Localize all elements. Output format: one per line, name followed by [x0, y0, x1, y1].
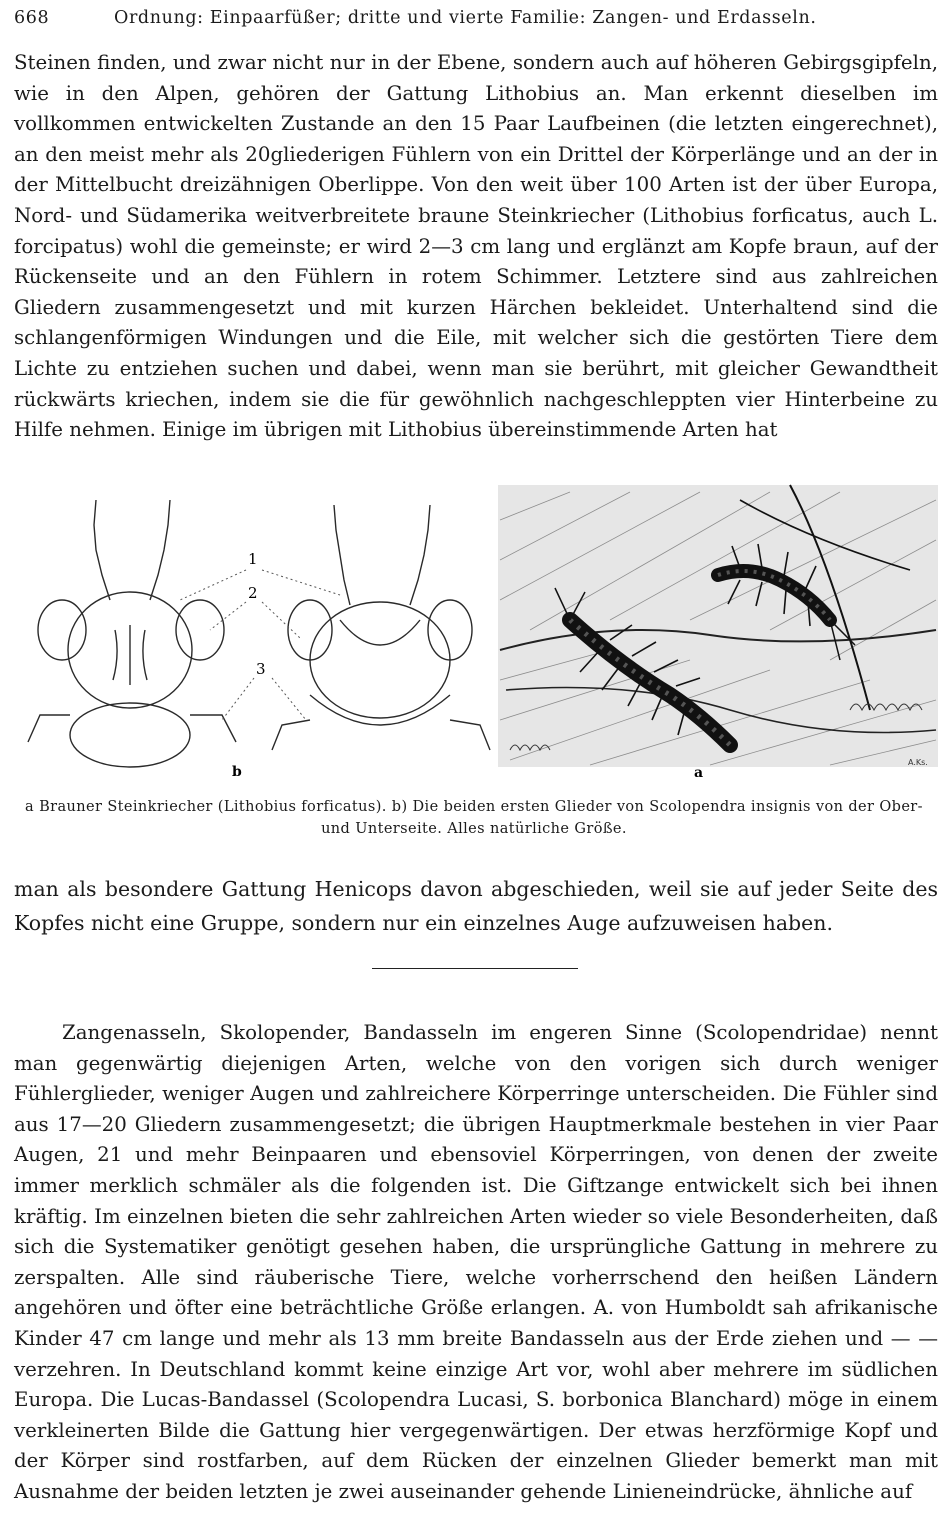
panel-label-a: a: [694, 765, 704, 780]
lithobius-engraving: [498, 485, 938, 767]
engraver-signature: A.Ks.: [908, 758, 928, 767]
section-divider: [372, 968, 578, 969]
figure-label-1: 1: [248, 550, 258, 568]
running-header: [14, 8, 938, 36]
scolopendra-ventral-drawing: [272, 505, 490, 750]
scolopendra-dorsal-drawing: [28, 500, 236, 767]
paragraph-text: Steinen finden, und zwar nicht nur in der Ebene, sondern auch auf höheren Gebirgsgipfeln, wie in den Alpen, gehören der Gattung Lithobius an. Man erkennt dieselben im vollkommen entwickelten Zustande an den 15 Paar Laufbeinen (die letzten eingerechnet), an den meist mehr als 20gliederigen Fühlern von ein Drittel der Körperlänge und an der in der Mittelbucht dreizähnigen Oberlippe. Von den weit über 100 Arten ist der über Europa, Nord- und Südamerika weitverbreitete braune Steinkriecher (Lithobius forficatus, auch L. forcipatus) wohl die gemeinste; er wird 2—3 cm lang und erglänzt am Kopfe braun, auf der Rückenseite und an den Fühlern in rotem Schimmer. Letztere sind aus zahlreichen Gliedern zusammengesetzt und mit kurzen Härchen bekleidet. Unterhaltend sind die schlangenförmigen Windungen und die Eile, mit welcher sich die gestörten Tiere dem Lichte zu entziehen suchen und dabei, wenn man sie berührt, mit gleicher Gewandtheit rückwärts kriechen, indem sie die für gewöhnlich nachgeschleppten vier Hinterbeine zu Hilfe nehmen. Einige im übrigen mit Lithobius übereinstimmende Arten hat: [14, 51, 938, 442]
figure-label-2: 2: [248, 584, 258, 602]
paragraph-scolopendridae: [14, 1018, 938, 1508]
paragraph-henicops: [14, 872, 938, 940]
paragraph-text: man als besondere Gattung Henicops davon abgeschieden, weil sie auf jeder Seite des Kopfes nicht eine Gruppe, sondern nur ein einzelnes Auge aufzuweisen haben.: [14, 877, 938, 935]
figure-illustration: [10, 480, 940, 780]
figure-caption: a Brauner Steinkriecher (Lithobius forficatus). b) Die beiden ersten Glieder von Scolopendra insignis von der Ober- und Unterseite. Alles natürliche Größe.: [25, 799, 923, 837]
running-title: Ordnung: Einpaarfüßer; dritte und vierte Familie: Zangen- und Erdasseln.: [114, 8, 817, 28]
paragraph-lithobius: [14, 48, 938, 446]
page-number: 668: [14, 8, 50, 28]
panel-label-b: b: [232, 764, 242, 780]
figure-label-3: 3: [256, 660, 266, 678]
leader-lines: [180, 570, 340, 720]
illustration-svg: [10, 480, 940, 780]
paragraph-text: Zangenasseln, Skolopender, Bandasseln im engeren Sinne (Scolopendridae) nennt man gegenwärtig diejenigen Arten, welche von den vorigen sich durch weniger Fühlerglieder, weniger Augen und zahlreichere Körperringe unterscheiden. Die Fühler sind aus 17—20 Gliedern zusammengesetzt; die übrigen Hauptmerkmale bestehen in vier Paar Augen, 21 und mehr Beinpaaren und ebensoviel Körperringen, von denen der zweite immer merklich schmäler als die folgenden ist. Die Giftzange entwickelt sich bei ihnen kräftig. Im einzelnen bieten die sehr zahlreichen Arten wieder so viele Besonderheiten, daß sich die Systematiker genötigt gesehen haben, die ursprüngliche Gattung in mehrere zu zerspalten. Alle sind räuberische Tiere, welche vorherrschend den heißen Ländern angehören und öfter eine beträchtliche Größe erlangen. A. von Humboldt sah afrikanische Kinder 47 cm lange und mehr als 13 mm breite Bandasseln aus der Erde ziehen und — — verzehren. In Deutschland kommt keine einzige Art vor, wohl aber mehrere im südlichen Europa. Die Lucas-Bandassel (Scolopendra Lucasi, S. borbonica Blanchard) möge in einem verkleinerten Bilde die Gattung hier vergegenwärtigen. Der etwas herzförmige Kopf und der Körper sind rostfarben, auf dem Rücken der einzelnen Glieder bemerkt man mit Ausnahme der beiden letzten je zwei auseinander gehende Linieneindrücke, ähnliche auf: [14, 1021, 938, 1503]
